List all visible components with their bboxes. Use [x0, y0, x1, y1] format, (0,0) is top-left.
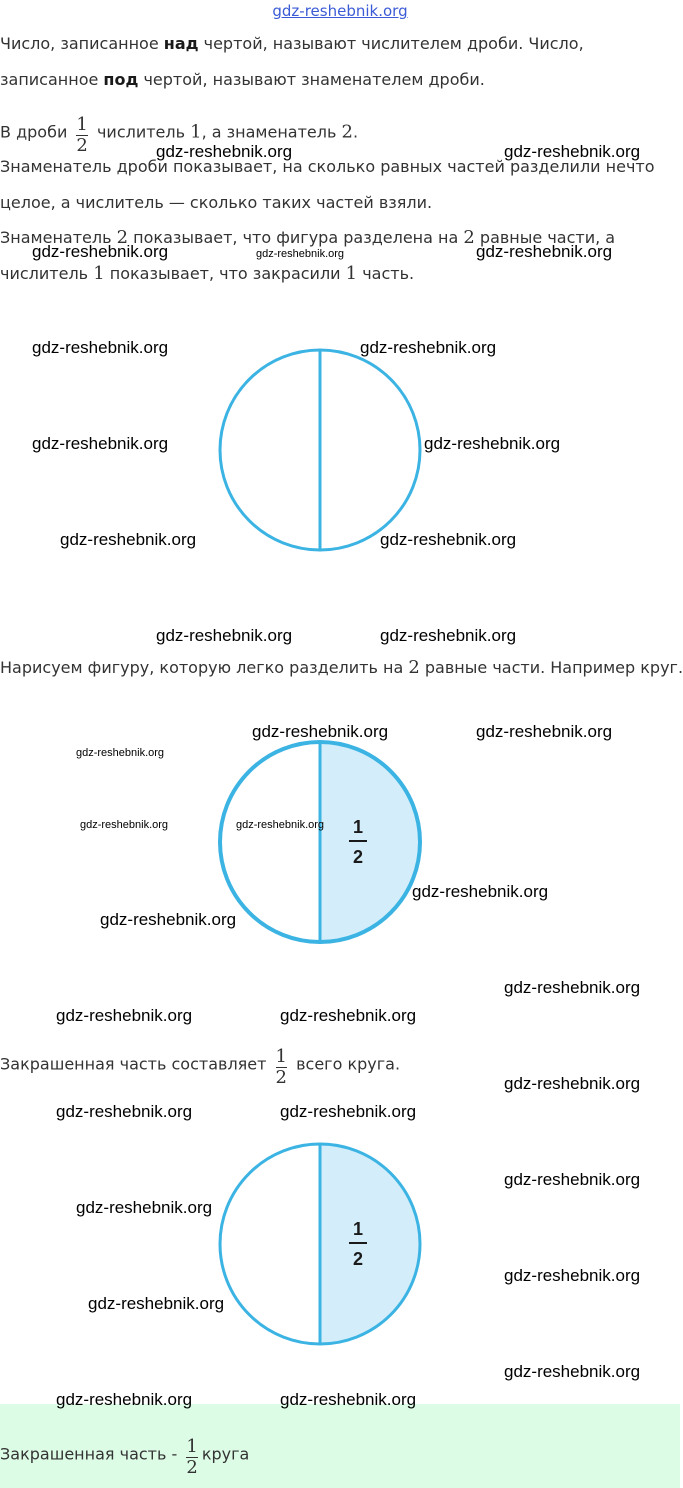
math-number: 2	[341, 121, 353, 143]
watermark: gdz-reshebnik.org	[280, 1390, 417, 1409]
watermark: gdz-reshebnik.org	[380, 530, 517, 549]
watermark: gdz-reshebnik.org	[76, 1198, 213, 1217]
divided-circle-figure	[216, 346, 424, 554]
text-fragment: В дроби	[0, 122, 73, 142]
watermark: gdz-reshebnik.org	[56, 1102, 193, 1121]
shaded-part-line	[0, 1046, 401, 1088]
shaded-half	[320, 1144, 420, 1344]
watermark: gdz-reshebnik.org	[504, 1266, 641, 1285]
fraction-numerator: 1	[76, 114, 88, 135]
text-fragment: Закрашенная часть -	[0, 1444, 183, 1464]
definition-line-1	[0, 34, 584, 54]
site-link[interactable]: gdz-reshebnik.org	[272, 2, 408, 20]
fraction-denominator: 2	[275, 1067, 287, 1088]
text-fragment: часть.	[357, 264, 415, 283]
text-fragment: всего круга.	[291, 1054, 401, 1074]
text-fragment: числитель	[0, 264, 94, 283]
text-fragment: чертой, называют числителем дроби. Число,	[198, 34, 584, 53]
explanation-line-4	[0, 264, 414, 284]
watermark: gdz-reshebnik.org	[32, 338, 169, 357]
watermark: gdz-reshebnik.org	[424, 434, 561, 453]
math-number: 1	[93, 263, 105, 284]
text-fragment: показывает, что фигура разделена на	[128, 228, 464, 247]
text-fragment: равные части, а	[474, 228, 616, 247]
watermark: gdz-reshebnik.org	[156, 626, 293, 645]
math-number: 1	[190, 121, 202, 143]
watermark: gdz-reshebnik.org	[60, 530, 197, 549]
watermark: gdz-reshebnik.org	[280, 1006, 417, 1025]
explanation-line-2: целое, а числитель — сколько таких частей взяли.	[0, 193, 433, 212]
text-fragment: чертой, называют знаменателем дроби.	[138, 70, 485, 89]
fraction-numerator: 1	[275, 1046, 287, 1067]
text-fragment: Знаменатель	[0, 228, 117, 247]
watermark: gdz-reshebnik.org	[56, 1390, 193, 1409]
watermark: gdz-reshebnik.org	[236, 819, 325, 831]
math-number: 2	[408, 657, 420, 678]
watermark: gdz-reshebnik.org	[32, 242, 169, 261]
text-fragment: .	[352, 122, 359, 142]
math-number: 1	[345, 263, 358, 284]
watermark: gdz-reshebnik.org	[56, 1006, 193, 1025]
definition-line-2	[0, 70, 485, 90]
watermark: gdz-reshebnik.org	[32, 434, 169, 453]
watermark: gdz-reshebnik.org	[252, 722, 389, 741]
watermark: gdz-reshebnik.org	[476, 722, 613, 741]
watermark: gdz-reshebnik.org	[504, 978, 641, 997]
bold-word-nad: над	[163, 34, 199, 53]
watermark: gdz-reshebnik.org	[100, 910, 237, 929]
drawing-instruction-line	[0, 658, 683, 678]
text-fragment: , а знаменатель	[201, 122, 342, 142]
watermark: gdz-reshebnik.org	[504, 142, 641, 161]
answer-line	[0, 1436, 250, 1478]
watermark: gdz-reshebnik.org	[88, 1294, 225, 1313]
text-fragment: Закрашенная часть составляет	[0, 1054, 272, 1074]
text-fragment: записанное	[0, 70, 104, 89]
fraction-one-half	[76, 114, 88, 156]
explanation-line-1: Знаменатель дроби показывает, на сколько равных частей разделили нечто	[0, 157, 655, 176]
label-denominator: 2	[352, 1249, 364, 1269]
text-fragment: круга	[201, 1444, 250, 1464]
bold-word-pod: под	[103, 70, 139, 89]
shaded-half	[320, 742, 420, 942]
watermark: gdz-reshebnik.org	[412, 882, 549, 901]
watermark: gdz-reshebnik.org	[280, 1102, 417, 1121]
half-shaded-circle-figure-2	[216, 1140, 424, 1348]
text-fragment: числитель	[91, 122, 191, 142]
fraction-denominator: 2	[186, 1457, 198, 1478]
half-shaded-circle-figure	[216, 738, 424, 946]
text-fragment: равные части. Например круг.	[419, 658, 683, 677]
watermark: gdz-reshebnik.org	[476, 242, 613, 261]
watermark: gdz-reshebnik.org	[504, 1074, 641, 1093]
text-fragment: Число, записанное	[0, 34, 164, 53]
watermark: gdz-reshebnik.org	[504, 1170, 641, 1189]
text-fragment: Нарисуем фигуру, которую легко разделить на	[0, 658, 409, 677]
watermark: gdz-reshebnik.org	[360, 338, 497, 357]
watermark: gdz-reshebnik.org	[156, 142, 293, 161]
watermark: gdz-reshebnik.org	[380, 626, 517, 645]
watermark: gdz-reshebnik.org	[504, 1362, 641, 1381]
label-numerator: 1	[352, 1219, 364, 1239]
watermark: gdz-reshebnik.org	[80, 819, 169, 831]
fraction-one-half	[275, 1046, 287, 1088]
fraction-denominator: 2	[76, 135, 88, 156]
watermark: gdz-reshebnik.org	[76, 747, 165, 759]
math-number: 2	[116, 227, 129, 248]
label-denominator: 2	[352, 847, 364, 867]
watermark: gdz-reshebnik.org	[256, 248, 345, 260]
label-numerator: 1	[352, 817, 364, 837]
math-number: 2	[463, 227, 475, 248]
text-fragment: показывает, что закрасили	[104, 264, 346, 283]
fraction-numerator: 1	[186, 1436, 198, 1457]
fraction-one-half	[186, 1436, 198, 1478]
